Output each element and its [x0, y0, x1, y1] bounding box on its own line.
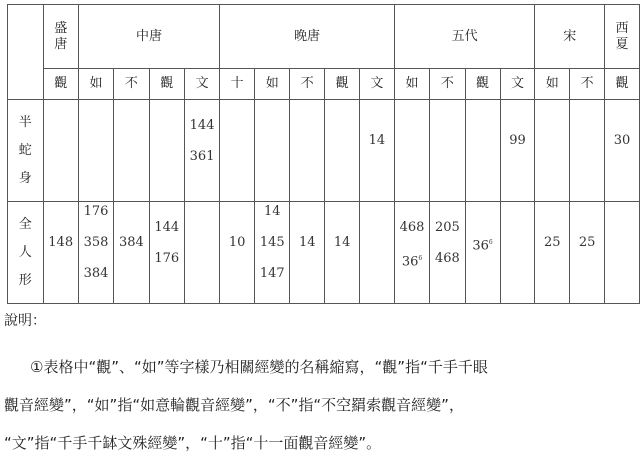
table-cell [184, 100, 219, 202]
cave-number: 10 [228, 235, 246, 250]
type-header: 如 [394, 69, 429, 100]
table-row-full-human [8, 202, 640, 304]
type-header: 不 [570, 69, 605, 100]
table-cell [570, 202, 605, 304]
type-header: 不 [114, 69, 149, 100]
table-row-half-snake [8, 100, 640, 202]
table-cell [535, 100, 570, 202]
table-cell [535, 202, 570, 304]
cave-number: 176 [154, 250, 180, 266]
table-cell [255, 100, 290, 202]
period-header: 盛 唐 [43, 5, 78, 69]
table-cell [220, 202, 255, 304]
type-header: 文 [184, 69, 219, 100]
type-header: 如 [255, 69, 290, 100]
notes-title: 說明： [4, 313, 46, 329]
table-cell [290, 202, 325, 304]
type-header: 觀 [43, 69, 78, 100]
row-label-char: 形 [18, 272, 32, 288]
cave-number: 25 [578, 235, 596, 250]
table-cell [360, 100, 395, 202]
type-header: 不 [430, 69, 465, 100]
table-cell [430, 100, 465, 202]
type-header: 觀 [325, 69, 360, 100]
table-cell [43, 202, 78, 304]
table-cell [184, 202, 219, 304]
cave-number: $36^6$ [401, 253, 423, 269]
row-label-char: 半 [18, 114, 32, 130]
cave-number: 25 [544, 235, 561, 250]
period-header: 五代 [394, 5, 535, 69]
cave-number: 14 [263, 204, 281, 219]
note-line: “文”指“千手千缽文殊經變”，“十”指“十一面觀音經變”。 [4, 434, 382, 452]
table-cell [500, 100, 535, 202]
table-cell [605, 202, 640, 304]
period-header-row [8, 5, 640, 69]
table-cell [149, 202, 184, 304]
table-cell [149, 100, 184, 202]
table-cell [43, 100, 78, 202]
cave-number: 14 [368, 133, 386, 148]
period-header: 中唐 [78, 5, 219, 69]
period-header: 西 夏 [605, 5, 640, 69]
type-header: 觀 [149, 69, 184, 100]
table-cell [220, 100, 255, 202]
table-cell [570, 100, 605, 202]
cave-number: 144 [154, 219, 180, 235]
row-label [8, 202, 44, 304]
cave-number: 145 [259, 235, 285, 250]
cave-number: 147 [259, 266, 285, 281]
cave-number: 358 [83, 235, 109, 250]
table-cell [465, 202, 500, 304]
type-header: 文 [360, 69, 395, 100]
type-header: 如 [535, 69, 570, 100]
table-cell [290, 100, 325, 202]
corner-cell [8, 5, 44, 100]
note-line: 觀音經變”，“如”指“如意輪觀音經變”，“不”指“不空羂索觀音經變”， [4, 396, 464, 414]
cave-number: 99 [509, 133, 526, 148]
type-header-row [8, 69, 640, 100]
row-label-char: 人 [18, 244, 32, 260]
type-header: 十 [220, 69, 255, 100]
row-label [8, 100, 44, 202]
table-cell [360, 202, 395, 304]
type-header: 觀 [605, 69, 640, 100]
period-header: 宋 [535, 5, 605, 69]
cave-number: $36^6$ [472, 238, 493, 254]
cave-number: 176 [83, 204, 109, 219]
cave-number: 468 [434, 250, 460, 266]
statistics-table [7, 4, 640, 304]
table-cell [465, 100, 500, 202]
table-cell [394, 202, 429, 304]
table-cell [325, 202, 360, 304]
cave-number: 384 [83, 266, 109, 281]
table-cell [325, 100, 360, 202]
table-cell [255, 202, 290, 304]
table-cell [430, 202, 465, 304]
table-cell [394, 100, 429, 202]
notes-section [4, 306, 638, 462]
table-cell [500, 202, 535, 304]
table-cell [114, 202, 149, 304]
table-cell [78, 100, 113, 202]
type-header: 觀 [465, 69, 500, 100]
cave-number: 14 [333, 235, 351, 250]
cave-number: 361 [189, 148, 215, 164]
type-header: 文 [500, 69, 535, 100]
table-cell [78, 202, 113, 304]
cave-number: 144 [189, 117, 215, 133]
cave-number: 468 [399, 219, 425, 235]
period-header: 晚唐 [220, 5, 395, 69]
cave-number: 205 [434, 219, 460, 235]
row-label-char: 全 [18, 216, 32, 232]
cave-number: 30 [613, 133, 631, 148]
table-cell [605, 100, 640, 202]
cave-number: 14 [299, 235, 316, 250]
row-label-char: 身 [18, 170, 32, 186]
note-line: ①表格中“觀”、“如”等字樣乃相關經變的名稱縮寫，“觀”指“千手千眼 [30, 358, 488, 376]
type-header: 不 [290, 69, 325, 100]
table-cell [114, 100, 149, 202]
cave-number: 148 [48, 235, 74, 250]
type-header: 如 [78, 69, 113, 100]
row-label-char: 蛇 [18, 142, 32, 158]
cave-number: 384 [118, 235, 144, 250]
